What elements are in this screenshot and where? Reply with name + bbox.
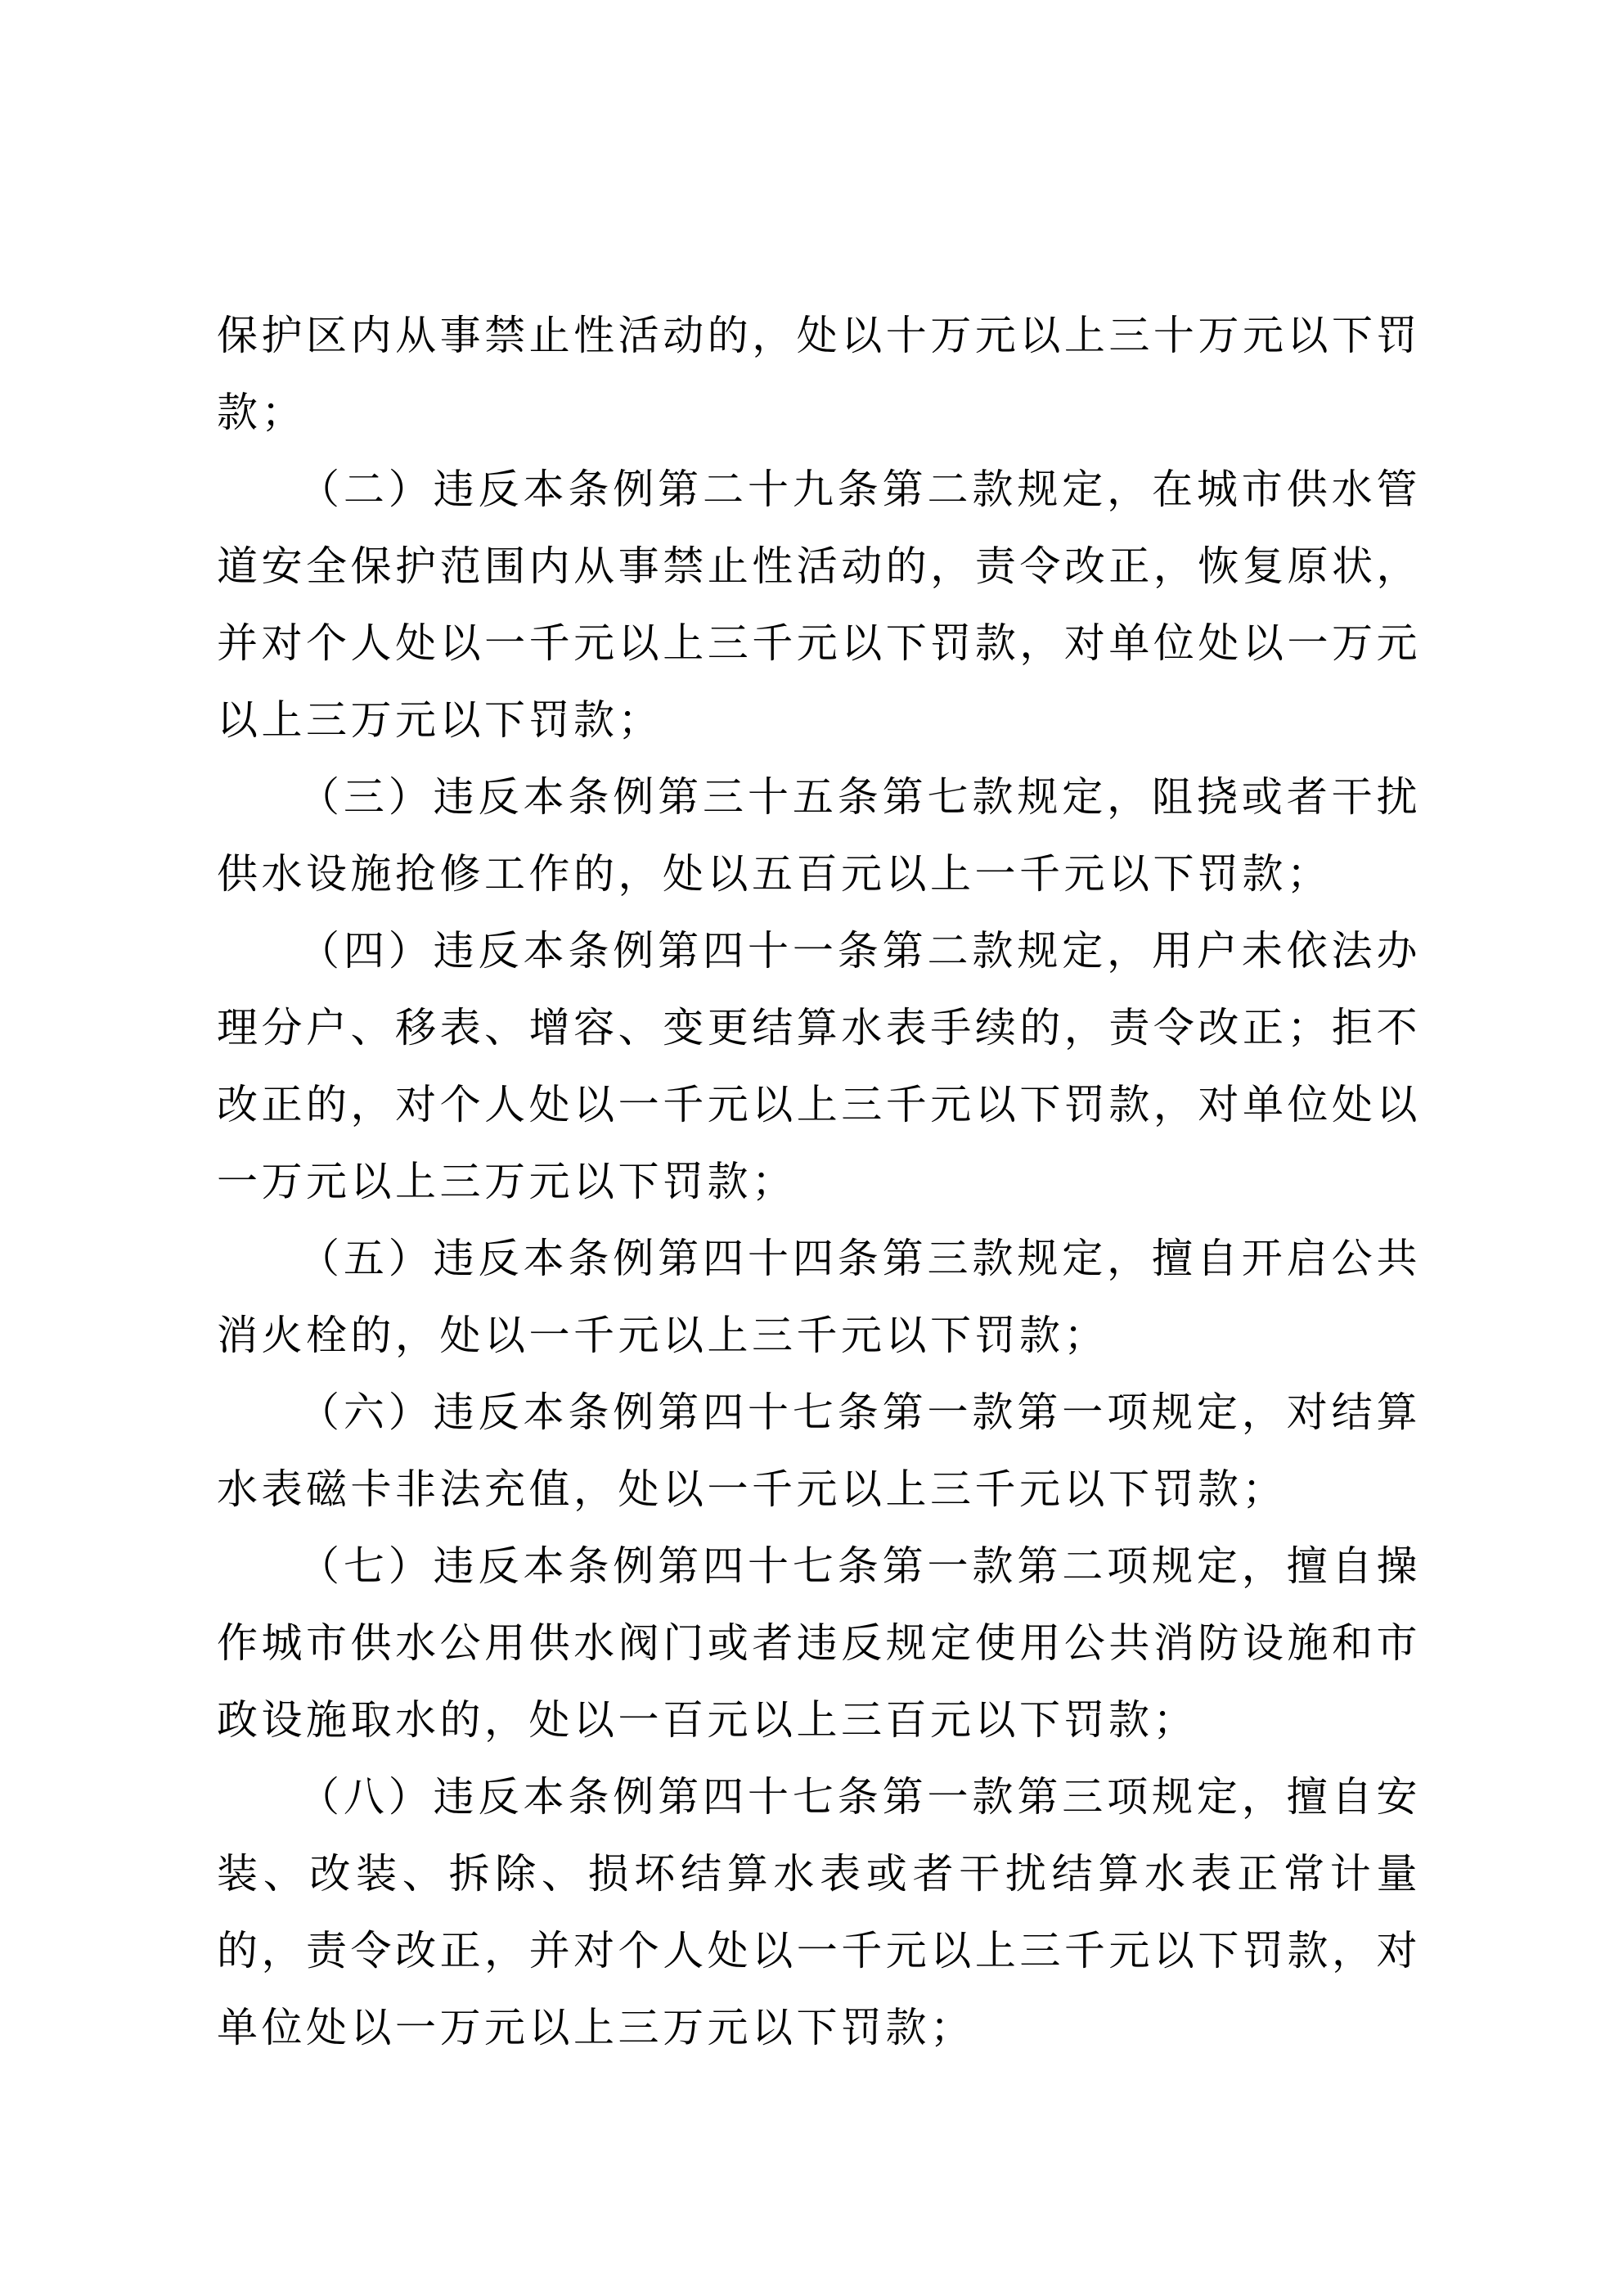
document-text-block	[217, 297, 1421, 2066]
clause-2-paragraph: （二）违反本条例第二十九条第二款规定，在城市供水管道安全保护范围内从事禁止性活动的，责令改正，恢复原状，并对个人处以一千元以上三千元以下罚款，对单位处以一万元以上三万元以下罚款；	[217, 466, 1421, 743]
clause-7-paragraph: （七）违反本条例第四十七条第一款第二项规定，擅自操作城市供水公用供水阀门或者违反规定使用公共消防设施和市政设施取水的，处以一百元以上三百元以下罚款；	[217, 1543, 1421, 1743]
clause-6-paragraph: （六）违反本条例第四十七条第一款第一项规定，对结算水表磁卡非法充值，处以一千元以上三千元以下罚款；	[217, 1389, 1421, 1512]
continued-paragraph: 保护区内从事禁止性活动的，处以十万元以上三十万元以下罚款；	[217, 313, 1421, 435]
clause-5-paragraph: （五）违反本条例第四十四条第三款规定，擅自开启公共消火栓的，处以一千元以上三千元以下罚款；	[217, 1236, 1421, 1358]
clause-3-paragraph: （三）违反本条例第三十五条第七款规定，阻挠或者干扰供水设施抢修工作的，处以五百元以上一千元以下罚款；	[217, 774, 1421, 897]
clause-8-paragraph: （八）违反本条例第四十七条第一款第三项规定，擅自安装、改装、拆除、损坏结算水表或者干扰结算水表正常计量的，责令改正，并对个人处以一千元以上三千元以下罚款，对单位处以一万元以上三万元以下罚款；	[217, 1774, 1421, 2051]
clause-4-paragraph: （四）违反本条例第四十一条第二款规定，用户未依法办理分户、移表、增容、变更结算水表手续的，责令改正；拒不改正的，对个人处以一千元以上三千元以下罚款，对单位处以一万元以上三万元以下罚款；	[217, 928, 1421, 1204]
